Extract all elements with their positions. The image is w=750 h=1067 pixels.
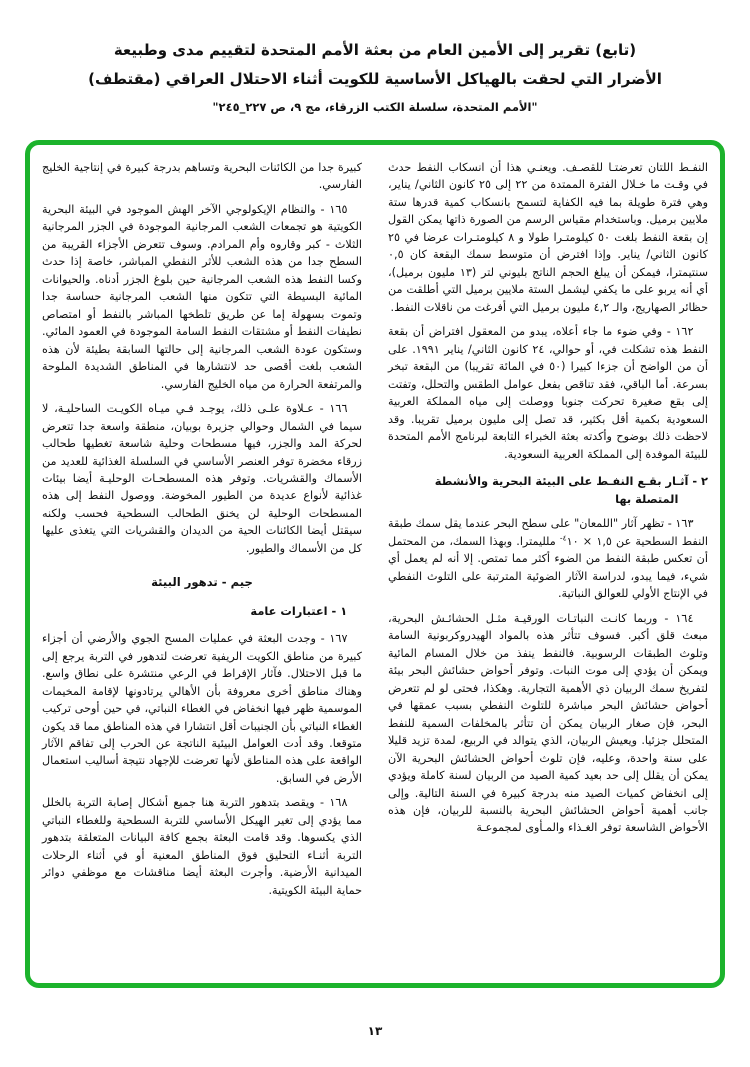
paragraph-164: ١٦٤ - وربما كانـت النباتـات الورقيـة مثـل الحشائـش البحرية، مبعث قلق أكبر. فسوف تتأثر هذه بالمواد الهيدروكربونية السامة وتلوث الطبقات الرسوبية. فالنفط ينفذ من خلال المسام المائية ويمكن أن يؤدي إلى موت النبات. وتوفر أحواض حشائش البحر بيئة لتفريخ سمك الربيان ذي الأهمية التجارية. وهكذا، فحتى لو لم تتعرض أحواض حشائش البحر مباشرة للتلوث النفطي بسبب عمقها في البحر، فإن صغار الربيان يمكن أن تتأثر بالمخلفات السمية للنفط المتحلل جزئيا. ويعيش الربيان، الذي يتوالد في الربيع، لمدة تزيد قليلا على سنة واحدة، وعليه، فإن تلوث أحواض الحشائش البحرية الآن يمكن أن يقلل إلى حد بعيد كمية الصيد من الربيان لسنة كاملة ويؤدي إلى انخفاض كميات الصيد منه بدرجة كبيرة في السنة التالية. وإلى جانب أهمية أحواض الحشائش البحرية بالنسبة للربيان، فإن هذه الأحواض الشاسعة توفر الغـذاء والمـأوى لمجموعـة [388, 611, 708, 835]
document-header [0, 0, 750, 117]
paragraph-166: ١٦٦ - عـلاوة علـى ذلك، يوجـد فـي ميـاه الكويـت الساحليـة، لا سيما في الشمال وحوالي جزيرة بوبيان، منطقة واسعة جدا تتعرض لحركة المد والجزر، فيها مسطحات وحلية شاسعة تغطيها طحالب زرقاء مخضرة توفر العنصر الأساسي في السلسلة الغذائية للعديد من الأسماك والقشريات. وتوفر هذه المسطحـات الوحليـة أيضا بيئات غذائية لأنواع عديدة من الطيور المخوضة. ووصول النفط إلى هذه المسطحات الوحلية لن يخنق الطحالب السطحية فحسب ولكنه سيقتل أيضا الكائنات الحية من الديدان والقشريات التي يتغذى عليها كل من الأسماك والطيور. [42, 402, 362, 555]
paragraph-163-exponent: -٤ [559, 533, 567, 543]
page-footer [0, 1020, 750, 1039]
paragraph-168: ١٦٨ - ويقصد بتدهور التربة هنا جميع أشكال إصابة التربة بالخلل مما يؤدي إلى تغير الهيكل الأساسي للتربة السطحية وللغطاء النباتي الذي يكسوها. وقد قامت البعثة بجمع كافة البيانات المتعلقة بتدهور التربة أثنـاء التحليق فوق المناطق المعنية أو في أثناء الرحلات الميدانية الأرضية. وأجرت البعثة أيضا مناقشات مع موظفي دوائر حماية البيئة الكويتية. [42, 796, 362, 897]
two-column-layout [42, 159, 708, 973]
paragraph-163-text-b: ملليمترا. وبهذا السمك، من المحتمل أن تعكس طبقة النفط من الضوء أكثر مما تمتص. إلا أنه لم يعمل أي شيء، فيما يبدو، لدراسة الآثار الضوئية المترتبة على التلوث النفطي في الإنتاج الأولي للعوالق النباتية. [388, 534, 708, 601]
page-number: ١٣ [367, 1024, 383, 1038]
section-heading-oil-slick-effects: ٢ - آثـار بقـع النفـط على البيئة البحرية والأنشطة المتصلة بها [434, 473, 708, 507]
paragraph-161-continuation: النفـط اللتان تعرضتـا للقصـف. ويعنـي هذا أن انسكاب النفط حدث في وقـت ما خـلال الفترة الممتدة من ٢٢ إلى ٢٥ كانون الثاني/ يناير، وهي فترة طويلة بما فيه الكفاية لتسمح بانسكاب كمية قدرها ستة ملايين برميل. وباستخدام مقياس الرسم من الصورة ذاتها يمكن القول إن بقعة النفط بلغت ٥٠ كيلومتـرا طولا و ٨ كيلومتـرات عرضا في ٢٥ كانون الثاني/ يناير. وإذا افترض أن متوسط سمك البقعة كان ٠,٥ سنتيمترا، فيمكن أن يبلغ الحجم الناتج بليوني لتر (١٣ مليون برميل)، أي أنه يربو على ما يكفي ليشمل الستة ملايين برميل التي أطلقت من حظائر الصهاريج، والـ ٤,٢ مليون برميل التي أفرغت من ناقلات النفط. [388, 161, 708, 314]
subsection-heading-general-considerations: ١ - اعتبارات عامة [250, 604, 348, 619]
header-title-line-1: (تابع) تقرير إلى الأمين العام من بعثة الأمم المتحدة لتقييم مدى وطبيعة [113, 41, 637, 59]
paragraph-164-continuation: كبيرة جدا من الكائنات البحرية وتساهم بدرجة كبيرة في إنتاجية الخليج الفارسي. [42, 161, 362, 192]
content-frame-box [25, 140, 725, 988]
paragraph-162: ١٦٢ - وفي ضوء ما جاء أعلاه، يبدو من المعقول افتراض أن بقعة النفط هذه تشكلت في، أو حوالي، ٢٤ كانون الثاني/ يناير ١٩٩١. على أن من الواضح أن جزءا كبيرا (٥٠ في المائة تقريبا) من البقعة تبخر بسرعة. أما الباقي، فقد تناقص بفعل عوامل الطقس والتحلل، وتفتت إلى بقع صغيرة تحركت جنوبا ووصلت إلى مياه المملكة العربية السعودية بكمية أقل بكثير، قد تصل إلى مليون برميل تقريبا. وقد لاحظت ذلك بوضوح وأكدته بعثة الخبراء التابعة لبرنامج الأمم المتحدة للبيئة الموفدة إلى المملكة العربية السعودية. [388, 325, 709, 461]
paragraph-167: ١٦٧ - وجدت البعثة في عمليات المسح الجوي والأرضي أن أجزاء كبيرة من مناطق الكويت الريفية تعرضت لتدهور في التربة يرجع إلى ما قبل الاحتلال. فآثار الإفراط في الرعي منتشرة على نطاق واسع. وهناك مناطق أخرى معروفة بأن الأهالي يرتادونها لإقامة المخيمات الموسمية ظهر فيها انخفاض في الغطاء النباتي، في حين أوحى تركيب الغطاء النباتي بأن الجنيبات أقل انتشارا في هذه المناطق مما قد يكون متوقعا. وقد أدت العوامل البيئية الناتجة عن الحرب إلى تفاقم الآثار الواقعة على هذه المناطق لأنها تعرضت للإجهاد نتيجة أساليب استعمال الأرض في السابق. [42, 632, 362, 785]
column-second-left [42, 159, 362, 973]
header-source-citation: "الأمم المتحدة، سلسلة الكتب الزرقاء، مج ٩، ص ٢٢٧_٢٤٥" [212, 100, 538, 114]
header-title-line-2: الأضرار التي لحقت بالهياكل الأساسية للكويت أثناء الاحتلال العراقي (مقتطف) [88, 70, 662, 88]
column-first-right [388, 159, 708, 973]
paragraph-163-text-a: ١٦٣ - تظهر آثار "اللمعان" على سطح البحر عندما يقل سمك طبقة النفط السطحية عن ١,٥ × ١٠ [388, 517, 708, 548]
paragraph-165: ١٦٥ - والنظام الإيكولوجي الآخر الهش الموجود في البيئة البحرية الكويتية هو تجمعات الشعب المرجانية الموجودة في الجزر المرجانية الثلاث - كبر وقاروه وأم المرادم. وسوف تتعرض الأجزاء القريبة من السطح جدا من هذه الشعب للأثر النفطي المباشر، خاصة إذا حدث وكسا النفط هذه الشعب المرجانية حين بلوغ الجزر أدناه. والحيوانات المائية البسيطة التي تتكون منها الشعب المرجانية حساسة جدا وتموت بسهولة إما عن طريق تلطخها المباشر بالنفط أو امتصاص نطيفات النفط أو مشتقات النفط السامة الموجودة في العمود المائي. وستكون عودة الشعب المرجانية إلى حالتها السابقة بطيئة لأن هذه الشعب بلغت أقصى حد لانتشارها في المناطق الشديدة الملوحة والمرتفعة الحرارة من مياه الخليج الفارسي. [42, 202, 362, 391]
section-heading-environment-degradation: جيم - تدهور البيئة [151, 575, 253, 590]
paragraph-163 [388, 515, 708, 602]
